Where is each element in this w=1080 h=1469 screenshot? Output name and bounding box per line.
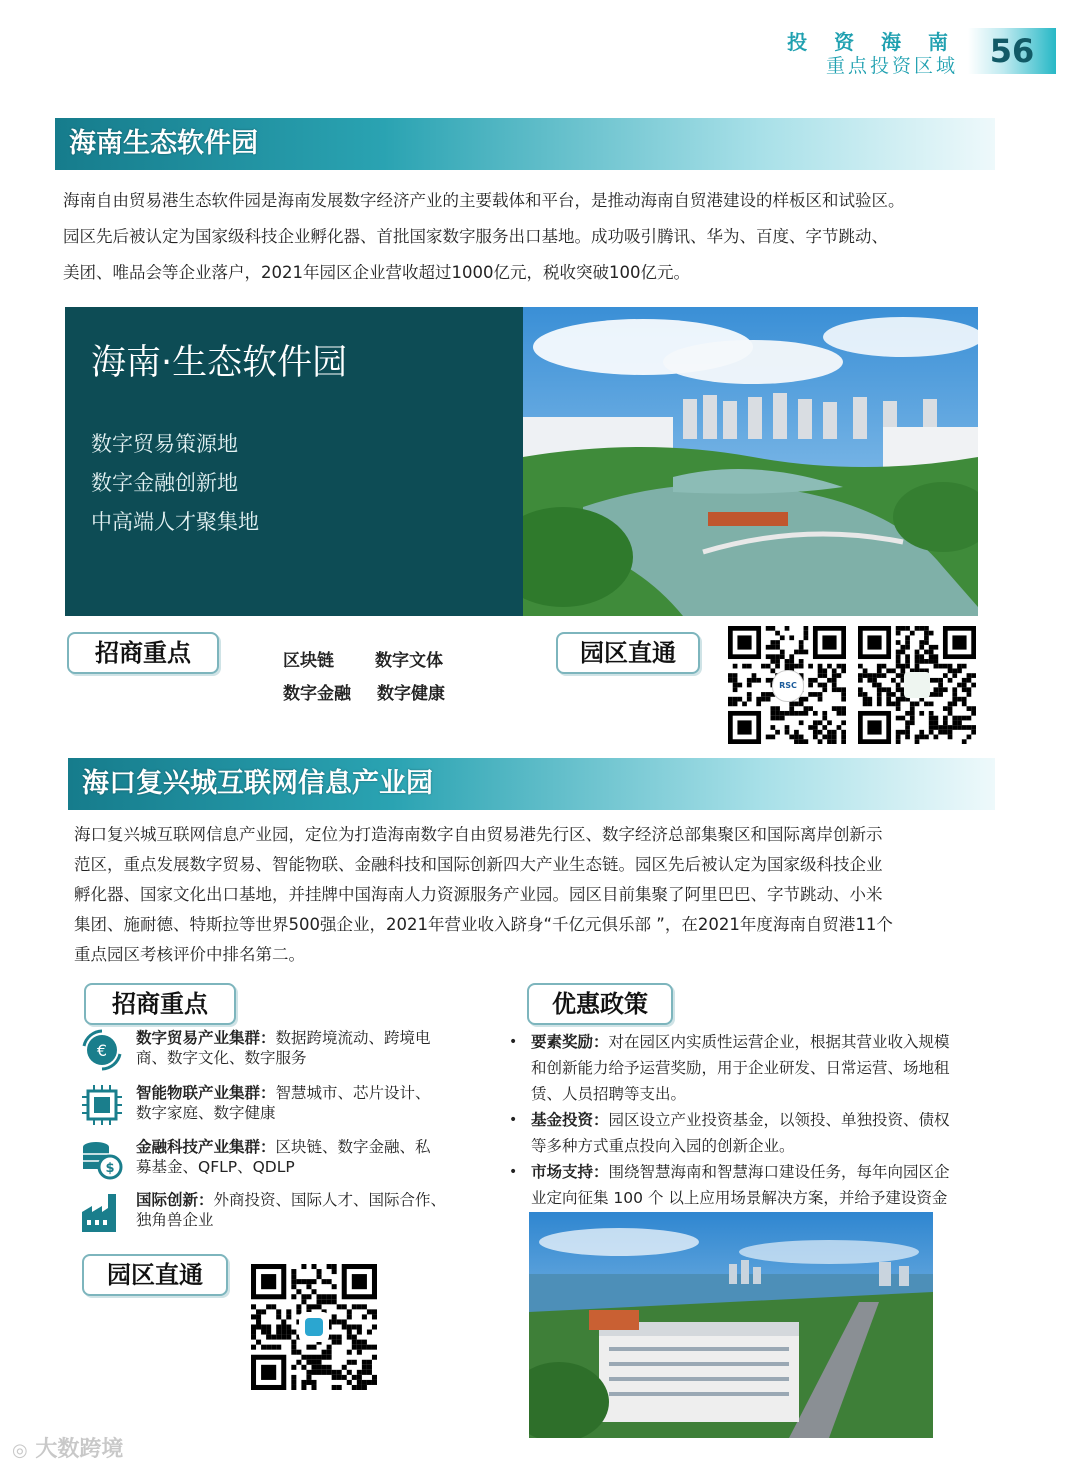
focus-line: 外商投资、国际人才、国际合作、: [213, 1191, 447, 1209]
policy-line: 围绕智慧海南和智慧海口建设任务，每年向园区企: [608, 1163, 950, 1181]
focus-head: 智能物联产业集群：: [136, 1084, 276, 1102]
policy-list: [509, 1029, 981, 1211]
policy-label: 优惠政策: [527, 983, 673, 1025]
watermark: [12, 1432, 123, 1463]
hero-title: 海南·生态软件园: [91, 343, 348, 383]
focus-line: 数据跨境流动、跨境电: [275, 1029, 431, 1047]
policy-head: 基金投资：: [531, 1111, 609, 1129]
focus-text: [136, 1190, 466, 1230]
focus-item: [80, 1083, 460, 1131]
section2-para-line: 重点园区考核评价中排名第二。: [74, 945, 305, 964]
policy-head: 市场支持：: [531, 1163, 609, 1181]
section2-para-line: 范区，重点发展数字贸易、智能物联、金融科技和国际创新四大产业生态链。园区先后被认定为国家级科技企业: [74, 855, 883, 874]
section2-para-line: 集团、施耐德、特斯拉等世界500强企业，2021年营业收入跻身“千亿元俱乐部 ”，在2021年度海南自贸港11个: [74, 915, 893, 934]
hero-tagline: 中高端人才聚集地: [91, 510, 259, 534]
section1-paragraph: [63, 183, 1023, 291]
focus-head: 金融科技产业集群：: [136, 1138, 276, 1156]
bullet-icon: •: [509, 1112, 518, 1128]
section2-direct-label: 园区直通: [82, 1254, 228, 1296]
qr-code-2[interactable]: [858, 626, 976, 744]
focus-text: [136, 1137, 466, 1177]
focus-line: 独角兽企业: [136, 1211, 214, 1229]
focus-line: 募基金、QFLP、QDLP: [136, 1158, 295, 1176]
section1-focus-label: 招商重点: [67, 632, 219, 674]
focus-head: 数字贸易产业集群：: [136, 1029, 276, 1047]
policy-line: 对在园区内实质性运营企业，根据其营业收入规模: [608, 1033, 950, 1051]
focus-keyword: 数字文体: [375, 651, 443, 671]
bullet-icon: •: [509, 1034, 518, 1050]
coins-dollar-icon: [80, 1137, 124, 1181]
policy-line: 赁、人员招聘等支出。: [531, 1085, 687, 1103]
focus-head: 国际创新：: [136, 1191, 214, 1209]
section2-para-line: 孵化器、国家文化出口基地，并挂牌中国海南人力资源服务产业园。园区目前集聚了阿里巴巴、字节跳动、小米: [74, 885, 883, 904]
qr-logo: [299, 1312, 329, 1342]
focus-line: 区块链、数字金融、私: [275, 1138, 431, 1156]
focus-item: [80, 1137, 460, 1185]
section1-para-line: 园区先后被认定为国家级科技企业孵化器、首批国家数字服务出口基地。成功吸引腾讯、华为、百度、字节跳动、: [63, 227, 888, 246]
qr-logo: RSC: [772, 670, 804, 702]
section1-para-line: 美团、唯品会等企业落户，2021年园区企业营收超过1000亿元，税收突破100亿元。: [63, 263, 690, 282]
iot-chip-icon: [80, 1083, 124, 1127]
qr-code-3[interactable]: [251, 1264, 377, 1390]
hero-tagline: 数字金融创新地: [91, 471, 238, 495]
focus-keyword: 区块链: [283, 651, 334, 671]
hero-tagline: 数字贸易策源地: [91, 432, 238, 456]
policy-head: 要素奖励：: [531, 1033, 609, 1051]
policy-line: 和创新能力给予运营奖励，用于企业研发、日常运营、场地租: [531, 1059, 950, 1077]
svg-text:€: €: [96, 1041, 108, 1060]
svg-text:$: $: [105, 1161, 115, 1176]
section2-paragraph: [74, 820, 1014, 970]
focus-line: 商、数字文化、数字服务: [136, 1049, 307, 1067]
focus-keyword: 数字金融: [283, 684, 351, 704]
section2-para-line: 海口复兴城互联网信息产业园，定位为打造海南数字自由贸易港先行区、数字经济总部集聚区和国际离岸创新示: [74, 825, 883, 844]
section1-banner: [55, 118, 995, 170]
hero-panel: [65, 307, 523, 616]
park-photo-2: [529, 1212, 933, 1438]
policy-line: 等多种方式重点投向入园的创新企业。: [531, 1137, 795, 1155]
bullet-icon: •: [509, 1164, 518, 1180]
section1-direct-label: 园区直通: [556, 632, 700, 674]
header-line1: 投 资 海 南: [787, 30, 958, 54]
factory-icon: [80, 1190, 124, 1234]
watermark-logo-icon: ◎: [12, 1440, 28, 1461]
header-title: [787, 30, 958, 78]
focus-line: 数字家庭、数字健康: [136, 1104, 276, 1122]
policy-item: [509, 1159, 981, 1211]
euro-exchange-icon: [80, 1028, 124, 1072]
focus-text: [136, 1028, 466, 1068]
header-line2: 重点投资区域: [825, 55, 958, 77]
policy-item: [509, 1107, 981, 1159]
policy-line: 业定向征集 100 个 以上应用场景解决方案，并给予建设资金: [531, 1189, 948, 1207]
section1-para-line: 海南自由贸易港生态软件园是海南发展数字经济产业的主要载体和平台，是推动海南自贸港建设的样板区和试验区。: [63, 191, 905, 210]
section1-title: 海南生态软件园: [69, 128, 258, 159]
page-number: 56: [968, 28, 1056, 74]
focus-line: 智慧城市、芯片设计、: [275, 1084, 431, 1102]
focus-item: [80, 1028, 460, 1076]
hero-taglines: [91, 425, 259, 542]
policy-item: [509, 1029, 981, 1107]
focus-text: [136, 1083, 466, 1123]
park-photo-1: [523, 307, 978, 616]
qr-code-1[interactable]: [728, 626, 846, 744]
section2-banner: [68, 758, 995, 810]
watermark-text: 大数跨境: [35, 1437, 124, 1462]
section2-title: 海口复兴城互联网信息产业园: [82, 768, 433, 799]
focus-item: [80, 1190, 460, 1238]
focus-keyword: 数字健康: [377, 684, 445, 704]
policy-line: 园区设立产业投资基金，以领投、单独投资、债权: [608, 1111, 950, 1129]
qr-logo: [904, 672, 930, 698]
section2-focus-label: 招商重点: [84, 983, 236, 1025]
